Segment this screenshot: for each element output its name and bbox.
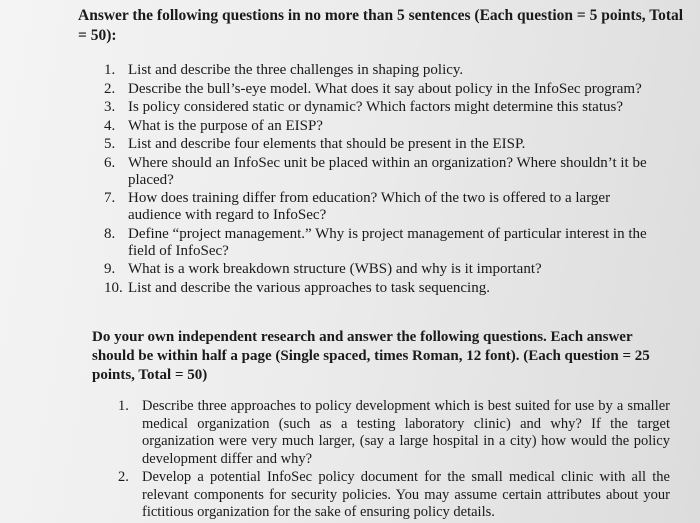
question-text: What is the purpose of an EISP? — [128, 117, 323, 134]
list-item — [104, 155, 664, 189]
question-number: 6. — [104, 154, 116, 171]
list-item — [104, 81, 664, 98]
question-text: Where should an InfoSec unit be placed within an organization? Where shouldn’t it be placed? — [128, 154, 647, 188]
list-item — [118, 398, 670, 468]
question-number: 1. — [104, 62, 116, 78]
question-text: What is a work breakdown structure (WBS) and why is it important? — [128, 261, 542, 277]
question-text: How does training differ from education? Which of the two is offered to a larger audience with regard to InfoSec? — [128, 190, 611, 223]
list-item — [104, 99, 664, 116]
list-item — [118, 469, 670, 522]
question-text: List and describe four elements that should be present in the EISP. — [128, 136, 526, 152]
question-number: 10. — [104, 279, 123, 296]
question-number: 8. — [104, 225, 116, 242]
question-number: 3. — [104, 99, 116, 115]
question-text: List and describe the various approaches to task sequencing. — [128, 279, 490, 296]
list-item — [104, 190, 664, 224]
question-text: Is policy considered static or dynamic? Which factors might determine this status? — [128, 99, 623, 115]
question-number: 7. — [104, 190, 116, 206]
question-text: Define “project management.” Why is project management of particular interest in the field of InfoSec? — [128, 225, 647, 259]
list-item — [104, 280, 664, 297]
question-number: 2. — [118, 469, 129, 485]
list-item — [104, 62, 664, 79]
section1-heading: Answer the following questions in no more than 5 sentences (Each question = 5 points, Total = 50): — [78, 7, 684, 44]
question-text: Describe the bull’s-eye model. What does it say about policy in the InfoSec program? — [128, 80, 642, 97]
question-number: 4. — [104, 117, 116, 134]
list-item — [104, 226, 664, 260]
section2-heading: Do your own independent research and answer the following questions. Each answer should be within half a page (Single spaced, times Roman, 12 font). (Each question = 25 points, Total = 50) — [92, 329, 650, 383]
question-number: 2. — [104, 80, 116, 97]
list-item — [104, 118, 664, 135]
list-item — [104, 261, 664, 278]
question-text: List and describe the three challenges in shaping policy. — [128, 62, 464, 78]
list-item — [104, 136, 664, 153]
question-number: 1. — [118, 398, 129, 414]
question-text: Develop a potential InfoSec policy document for the small medical clinic with all the relevant components for security policies. You may assume certain attributes about your fictitious organization for the sake of ensuring policy details. — [142, 469, 670, 520]
question-number: 9. — [104, 261, 116, 277]
question-number: 5. — [104, 136, 116, 152]
section2-question-list — [118, 398, 670, 523]
question-text: Describe three approaches to policy development which is best suited for use by a smaller medical organization (such as a testing laboratory clinic) and why? If the target organization were very much larger, (say a large hospital in a city) how would the policy development differ and why? — [142, 398, 670, 467]
section1-question-list — [104, 62, 664, 298]
